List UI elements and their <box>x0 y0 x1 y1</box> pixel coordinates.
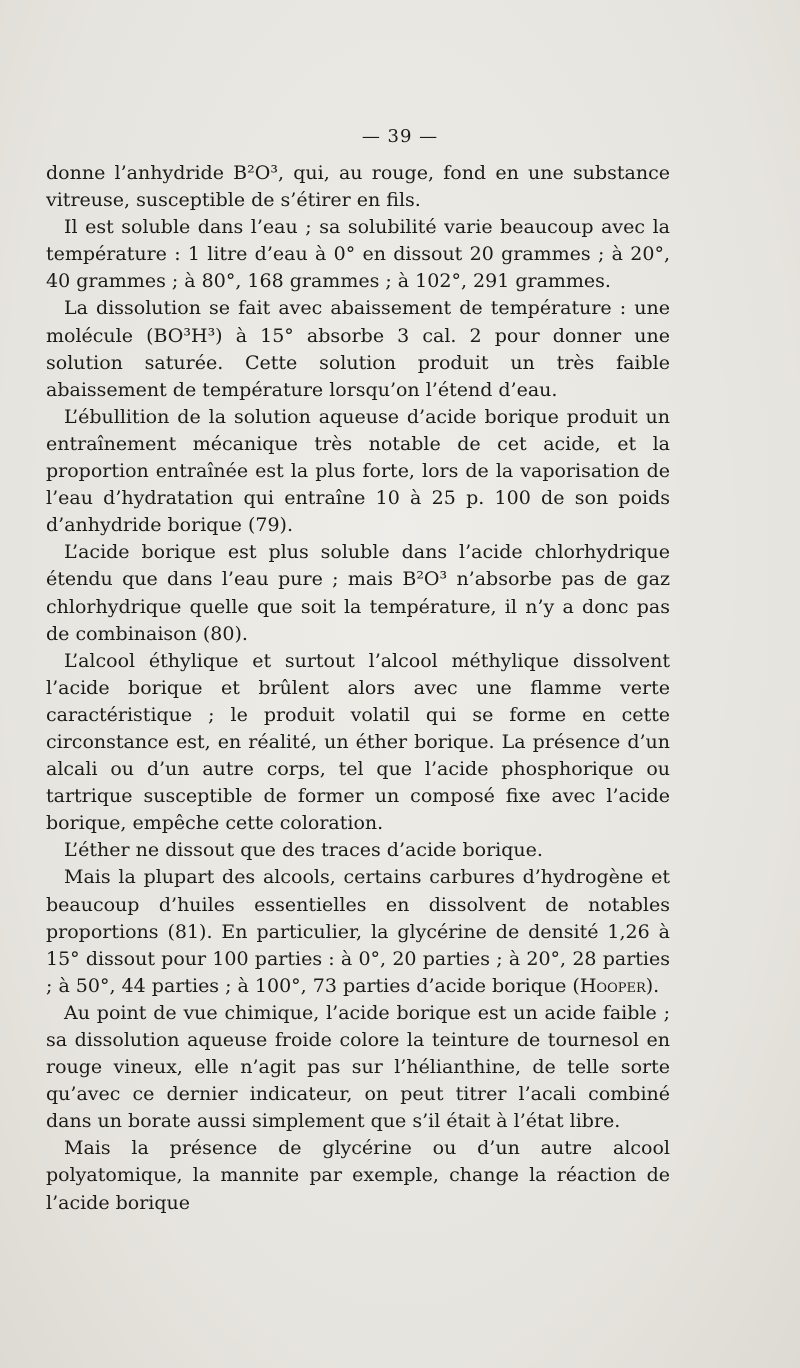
paragraph-5: L’acide borique est plus soluble dans l’acide chlorhydrique étendu que dans l’eau pure ; mais B²O³ n’absorbe pas de gaz chlorhydrique quelle que soit la température, il n’y a donc pas de combinaison (80). <box>46 541 670 645</box>
paragraph-6: L’alcool éthylique et surtout l’alcool méthylique dissolvent l’acide borique et brûlent alors avec une flamme verte caractéristique ; le produit volatil qui se forme en cette circonstance est, en réalité, un éther borique. La présence d’un alcali ou d’un autre corps, tel que l’acide phosphorique ou tartrique susceptible de former un composé fixe avec l’acide borique, empêche cette coloration. <box>46 649 670 835</box>
paragraph-8 <box>46 864 670 999</box>
citation-author: Hooper <box>579 974 646 997</box>
page-number: — 39 — <box>361 126 439 147</box>
paragraph-4: L’ébullition de la solution aqueuse d’acide borique produit un entraînement mécanique très notable de cet acide, et la proportion entraînée est la plus forte, lors de la vaporisation de l’eau d’hydratation qui entraîne 10 à 25 p. 100 de son poids d’anhydride borique (79). <box>46 405 670 537</box>
paragraph-3: La dissolution se fait avec abaissement de température : une molécule (BO³H³) à 15° absorbe 3 cal. 2 pour donner une solution saturée. Cette solution produit un très faible abaissement de température lorsqu’on l’étend d’eau. <box>46 297 670 401</box>
paragraph-2: Il est soluble dans l’eau ; sa solubilité varie beaucoup avec la température : 1 litre d’eau à 0° en dissout 20 grammes ; à 20°, 40 grammes ; à 80°, 168 grammes ; à 102°, 291 grammes. <box>46 216 670 293</box>
body-text <box>46 160 670 1217</box>
paragraph-9: Au point de vue chimique, l’acide borique est un acide faible ; sa dissolution aqueuse froide colore la teinture de tournesol en rouge vineux, elle n’agit pas sur l’hélianthine, de telle sorte qu’avec ce dernier indicateur, on peut titrer l’acali combiné dans un borate aussi simplement que s’il était à l’état libre. <box>46 1001 670 1133</box>
paragraph-8-text: Mais la plupart des alcools, certains carbures d’hydrogène et beaucoup d’huiles essentielles en dissolvent de notables proportions (81). En particulier, la glycérine de densité 1,26 à 15° dissout pour 100 parties : à 0°, 20 parties ; à 20°, 28 parties ; à 50°, 44 parties ; à 100°, 73 parties d’acide borique ( <box>46 866 670 997</box>
paragraph-1: donne l’anhydride B²O³, qui, au rouge, fond en une substance vitreuse, susceptible de s’étirer en fils. <box>46 162 670 212</box>
citation-close: ). <box>645 974 660 997</box>
paragraph-7: L’éther ne dissout que des traces d’acide borique. <box>64 839 543 862</box>
paragraph-10: Mais la présence de glycérine ou d’un autre alcool polyatomique, la mannite par exemple, change la réaction de l’acide borique <box>46 1137 670 1214</box>
